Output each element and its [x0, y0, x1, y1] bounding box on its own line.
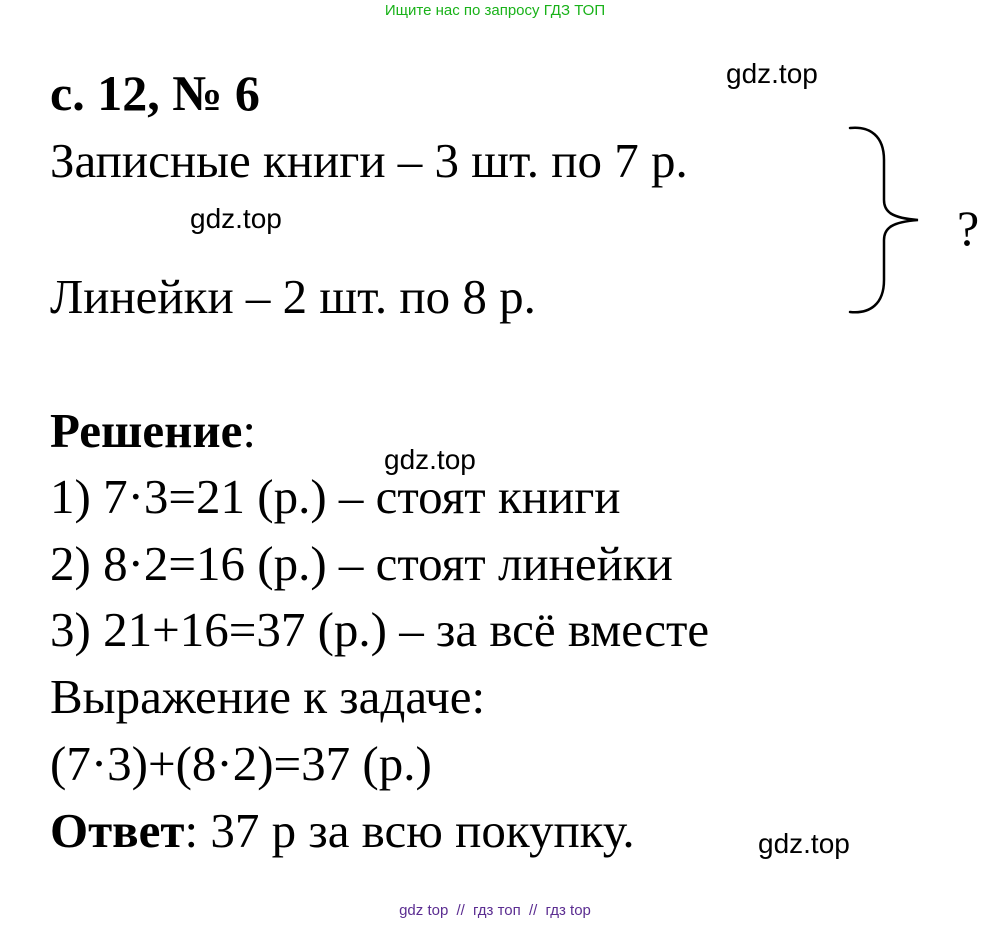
- watermark-1: gdz.top: [726, 58, 818, 89]
- watermark-2: gdz.top: [190, 203, 282, 234]
- task-line-notebooks: Записные книги – 3 шт. по 7 р.: [50, 133, 688, 188]
- expression-label: Выражение к задаче:: [50, 669, 486, 724]
- watermark-3: gdz.top: [384, 444, 476, 475]
- footer-link-3[interactable]: гдз top: [545, 902, 591, 919]
- answer-line: [50, 804, 635, 858]
- top-banner: [0, 2, 990, 19]
- page-title: с. 12, № 6: [50, 65, 260, 121]
- watermark-4: gdz.top: [758, 828, 850, 859]
- curly-brace-icon: [840, 120, 930, 320]
- footer-separator-2: //: [528, 902, 538, 919]
- solution-step-2: 2) 8·2=16 (р.) – стоят линейки: [50, 536, 673, 591]
- solution-heading: [50, 404, 256, 458]
- footer-separator-1: //: [456, 902, 465, 919]
- footer-link-1[interactable]: gdz top: [399, 902, 449, 919]
- answer-label: Ответ: [50, 803, 185, 858]
- task-line-rulers: Линейки – 2 шт. по 8 р.: [50, 269, 536, 324]
- solution-step-1: 1) 7·3=21 (р.) – стоят книги: [50, 469, 621, 524]
- solution-label: Решение: [50, 403, 243, 458]
- solution-colon: :: [242, 403, 256, 458]
- expression: (7·3)+(8·2)=37 (р.): [50, 736, 432, 791]
- solution-step-3: 3) 21+16=37 (р.) – за всё вместе: [50, 602, 710, 657]
- footer-links: [0, 902, 990, 919]
- question-mark: ?: [957, 200, 980, 256]
- footer-link-2[interactable]: гдз топ: [473, 902, 521, 919]
- answer-text: : 37 р за всю покупку.: [184, 803, 635, 858]
- top-banner-text: Ищите нас по запросу ГДЗ ТОП: [384, 2, 606, 19]
